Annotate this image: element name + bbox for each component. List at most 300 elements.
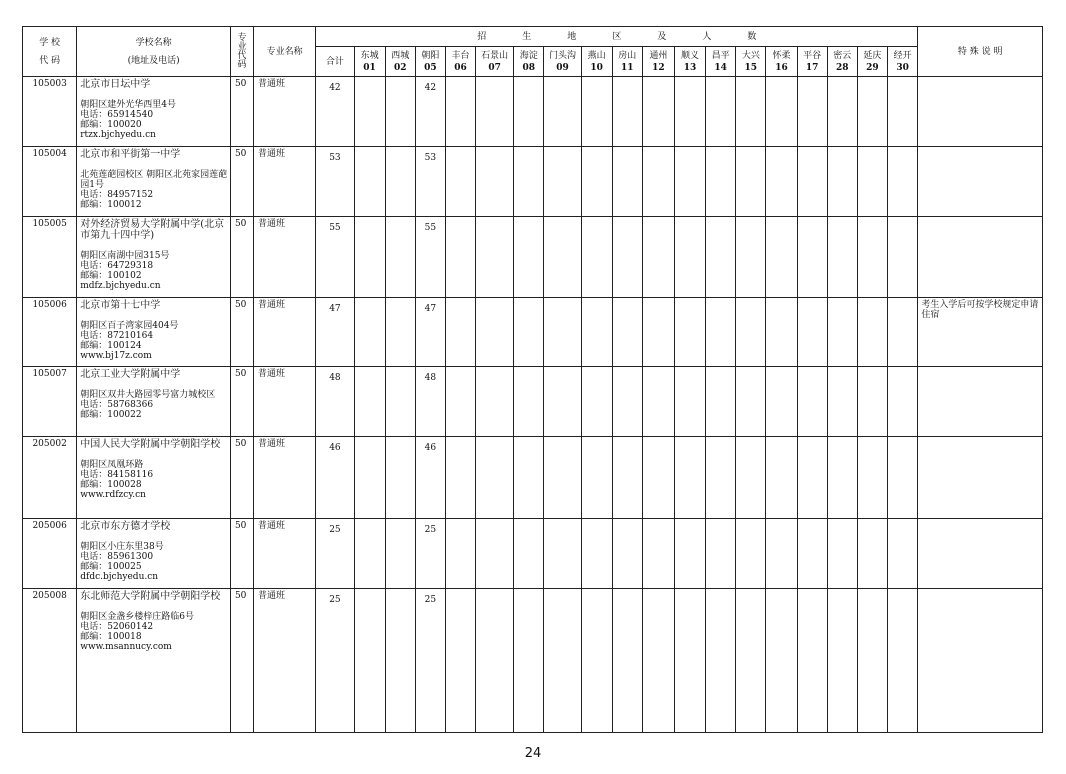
total-cell: 53 [316,147,354,217]
school-info-cell [77,77,231,147]
major-name-cell: 普通班 [254,367,316,437]
total-cell: 47 [316,298,354,367]
header-school-name-line1: 学校名称 [135,37,172,48]
region-code: 17 [805,62,819,73]
region-count-cell [797,437,827,519]
major-code-cell: 50 [230,77,253,147]
region-code: 01 [363,62,376,73]
region-code: 29 [866,62,879,73]
school-address-line: 朝阳区金盏乡楼梓庄路临6号 [80,612,194,622]
major-code-cell: 50 [230,298,253,367]
school-address-line: 朝阳区建外光华西里4号 [80,100,176,110]
school-name: 中国人民大学附属中学朝阳学校 [80,439,221,450]
region-count-cell [797,217,827,298]
region-count-cell [736,367,766,437]
table-row [23,77,1043,147]
total-cell: 48 [316,367,354,437]
table-row [23,298,1043,367]
region-name: 燕山 [587,50,606,61]
school-address-line: 电话：84158116 [80,470,154,480]
region-count-cell [476,298,514,367]
region-count-cell [766,77,797,147]
remarks-cell [918,437,1043,519]
school-address-line: 邮编：100025 [80,562,142,572]
page-number: 24 [524,746,542,761]
school-info-cell [77,298,231,367]
region-count-cell [887,77,917,147]
region-count-cell [385,519,415,589]
header-major-name-text: 专业名称 [266,46,303,57]
region-count-cell [736,298,766,367]
region-count-cell [581,147,612,217]
header-region-15 [736,47,766,77]
header-region-13 [674,47,705,77]
major-name-cell: 普通班 [254,217,316,298]
region-count-cell [612,298,642,367]
header-total [316,47,354,77]
region-count-cell [544,519,581,589]
region-code: 14 [714,62,727,73]
region-count-cell [706,298,736,367]
region-count-cell [766,437,797,519]
region-code: 08 [522,62,536,73]
school-info-cell [77,519,231,589]
table-header [23,27,1043,77]
region-count-cell [476,519,514,589]
region-count-cell [385,298,415,367]
region-count-cell [642,519,674,589]
region-title-char: 数 [747,31,757,42]
region-count-cell: 25 [415,519,445,589]
school-info-cell [77,147,231,217]
region-name: 石景山 [481,50,509,61]
region-count-cell [612,367,642,437]
table-row [23,217,1043,298]
region-count-cell [385,589,415,733]
region-count-cell [544,298,581,367]
school-address-line: www.bj17z.com [80,351,152,361]
region-title-char: 人 [702,31,712,42]
school-name: 北京工业大学附属中学 [80,369,181,380]
region-count-cell [736,437,766,519]
region-count-cell [514,217,544,298]
region-name: 大兴 [741,50,760,61]
region-count-cell [354,77,385,147]
spacer [80,602,228,612]
region-count-cell [544,589,581,733]
region-count-cell [766,589,797,733]
region-count-cell [445,437,475,519]
header-region-16 [766,47,797,77]
major-code-cell: 50 [230,519,253,589]
region-name: 门头沟 [548,50,576,61]
header-school-name [77,27,231,77]
region-count-cell [797,589,827,733]
major-name-cell: 普通班 [254,147,316,217]
region-count-cell [642,77,674,147]
school-code-cell: 105007 [23,367,77,437]
major-name-cell: 普通班 [254,589,316,733]
header-region-30 [887,47,917,77]
region-title-char: 生 [522,31,532,42]
region-code: 15 [744,62,758,73]
table-body [23,77,1043,733]
region-count-cell [354,217,385,298]
region-code: 02 [393,62,407,73]
school-info-cell [77,437,231,519]
region-count-cell [797,298,827,367]
school-info-cell [77,367,231,437]
region-name: 房山 [618,50,637,61]
region-count-cell [797,367,827,437]
major-name-cell: 普通班 [254,77,316,147]
region-count-cell: 53 [415,147,445,217]
region-count-cell [445,367,475,437]
region-count-cell [706,437,736,519]
region-code: 09 [556,62,569,73]
remarks-cell [918,147,1043,217]
school-address-line: 朝阳区小庄东里38号 [80,542,164,552]
school-address-line: 北苑莲葩园校区 朝阳区北苑家园莲葩园1号 [80,170,228,190]
region-count-cell [887,147,917,217]
region-count-cell [514,367,544,437]
region-count-cell [544,77,581,147]
school-name: 北京市日坛中学 [80,79,151,90]
school-address-line: 邮编：100102 [80,271,142,281]
school-address-line: 电话：64729318 [80,261,154,271]
region-count-cell [887,298,917,367]
region-count-cell [445,77,475,147]
region-count-cell [736,147,766,217]
header-region-08 [514,47,544,77]
region-count-cell [385,77,415,147]
school-code-cell: 205002 [23,437,77,519]
region-count-cell [445,147,475,217]
total-cell: 46 [316,437,354,519]
region-count-cell [857,589,887,733]
region-count-cell [544,437,581,519]
region-count-cell [612,519,642,589]
school-address-line: 朝阳区百子湾家园404号 [80,321,179,331]
region-count-cell [445,519,475,589]
region-count-cell [674,77,705,147]
region-count-cell [544,367,581,437]
region-count-cell [706,519,736,589]
region-count-cell [612,147,642,217]
total-cell: 55 [316,217,354,298]
major-name-cell: 普通班 [254,437,316,519]
header-region-09 [544,47,581,77]
region-code: 16 [775,62,788,73]
region-count-cell [642,437,674,519]
region-code: 07 [488,62,501,73]
region-count-cell [827,367,857,437]
region-count-cell [736,519,766,589]
region-count-cell [887,437,917,519]
region-count-cell: 46 [415,437,445,519]
region-count-cell [544,147,581,217]
region-count-cell [797,77,827,147]
region-name: 丰台 [451,50,470,61]
school-address-line: www.msannucy.com [80,642,172,652]
region-count-cell [445,589,475,733]
region-count-cell [827,519,857,589]
region-count-cell [827,298,857,367]
school-name: 北京市第十七中学 [80,300,161,311]
table-row [23,437,1043,519]
header-region-02 [385,47,415,77]
school-address-line: mdfz.bjchyedu.cn [80,281,161,291]
remarks-cell [918,519,1043,589]
header-region-07 [476,47,514,77]
header-major-code [230,27,253,77]
school-code-cell: 105003 [23,77,77,147]
remarks-cell [918,77,1043,147]
region-count-cell: 25 [415,589,445,733]
school-address-line: 邮编：100020 [80,120,142,130]
region-count-cell [476,217,514,298]
region-count-cell [476,367,514,437]
region-count-cell [581,77,612,147]
region-count-cell [514,147,544,217]
region-count-cell [385,367,415,437]
region-name: 平谷 [803,50,822,61]
region-title-char: 及 [657,31,667,42]
region-count-cell [581,519,612,589]
region-name: 经开 [893,50,912,61]
region-count-cell [476,147,514,217]
region-count-cell [514,519,544,589]
region-count-cell [612,589,642,733]
school-code-cell: 205006 [23,519,77,589]
region-count-cell [887,589,917,733]
region-count-cell [581,437,612,519]
region-count-cell [674,437,705,519]
region-count-cell [887,519,917,589]
header-region-05 [415,47,445,77]
header-remarks-text: 特 殊 说 明 [957,46,1003,57]
region-count-cell [706,77,736,147]
region-count-cell [857,519,887,589]
major-name-cell: 普通班 [254,519,316,589]
region-count-cell [857,217,887,298]
region-name: 密云 [833,50,852,61]
spacer [80,380,228,390]
school-address-line: www.rdfzcy.cn [80,490,146,500]
region-count-cell [706,589,736,733]
region-count-cell [766,367,797,437]
header-region-title [316,27,918,47]
spacer [80,532,228,542]
table-row [23,519,1043,589]
region-count-cell [736,217,766,298]
region-count-cell [674,367,705,437]
region-count-cell [857,77,887,147]
table-row [23,589,1043,733]
school-code-cell: 105004 [23,147,77,217]
spacer [80,241,228,251]
region-count-cell [514,77,544,147]
school-name: 北京市东方德才学校 [80,521,171,532]
school-address-line: 朝阳区凤凰环路 [80,460,144,470]
school-address-line: 电话：52060142 [80,622,154,632]
major-code-cell: 50 [230,217,253,298]
school-code-cell: 105006 [23,298,77,367]
region-name: 怀柔 [772,50,791,61]
region-count-cell [385,147,415,217]
region-count-cell [354,437,385,519]
region-name: 延庆 [863,50,882,61]
region-count-cell [354,298,385,367]
region-count-cell [797,519,827,589]
region-count-cell [827,217,857,298]
region-count-cell: 55 [415,217,445,298]
school-address-line: 电话：65914540 [80,110,154,120]
region-count-cell: 48 [415,367,445,437]
region-name: 海淀 [519,50,538,61]
header-region-11 [612,47,642,77]
region-count-cell [674,217,705,298]
region-count-cell [642,147,674,217]
enrollment-table [22,26,1043,733]
header-region-12 [642,47,674,77]
region-count-cell [827,77,857,147]
region-name: 西城 [391,50,410,61]
region-count-cell [514,437,544,519]
region-code: 28 [835,62,849,73]
header-school-name-line2: (地址及电话) [127,55,180,66]
school-address-line: 邮编：100022 [80,410,142,420]
header-total-text: 合计 [325,56,344,67]
school-code-cell: 105005 [23,217,77,298]
region-count-cell [612,217,642,298]
region-count-cell [766,298,797,367]
region-count-cell [544,217,581,298]
region-name: 昌平 [711,50,730,61]
region-count-cell [354,589,385,733]
remarks-cell [918,217,1043,298]
region-count-cell [445,217,475,298]
school-info-cell [77,217,231,298]
school-address-line: 邮编：100018 [80,632,142,642]
region-count-cell [857,437,887,519]
major-code-cell: 50 [230,367,253,437]
spacer [80,450,228,460]
region-count-cell [642,367,674,437]
region-count-cell [581,589,612,733]
school-address-line: 邮编：100028 [80,480,142,490]
region-count-cell [642,298,674,367]
region-count-cell [354,519,385,589]
region-count-cell [857,298,887,367]
region-count-cell [354,367,385,437]
school-address-line: 电话：85961300 [80,552,154,562]
major-name-cell: 普通班 [254,298,316,367]
header-region-28 [827,47,857,77]
region-count-cell [674,519,705,589]
region-count-cell [674,147,705,217]
header-region-06 [445,47,475,77]
school-name: 东北师范大学附属中学朝阳学校 [80,591,221,602]
region-count-cell [642,217,674,298]
school-address-line: 邮编：100124 [80,341,142,351]
school-address-line: 电话：87210164 [80,331,154,341]
region-count-cell [642,589,674,733]
region-count-cell [706,217,736,298]
region-code: 30 [896,62,909,73]
region-count-cell [476,589,514,733]
region-count-cell [797,147,827,217]
region-count-cell [445,298,475,367]
school-code-cell: 205008 [23,589,77,733]
school-address-line: 朝阳区双井大路园零号富力城校区 [80,390,216,400]
header-region-29 [857,47,887,77]
region-count-cell [736,77,766,147]
region-count-cell [581,298,612,367]
header-region-17 [797,47,827,77]
region-count-cell [706,367,736,437]
total-cell: 25 [316,589,354,733]
region-title-char: 地 [567,31,577,42]
region-count-cell [766,519,797,589]
region-name: 东城 [360,50,379,61]
school-info-cell [77,589,231,733]
school-address-line: 电话：58768366 [80,400,154,410]
region-count-cell [674,298,705,367]
region-count-cell [857,147,887,217]
header-major-name [254,27,316,77]
spacer [80,90,228,100]
table-row [23,147,1043,217]
table-row [23,367,1043,437]
total-cell: 42 [316,77,354,147]
region-count-cell [827,147,857,217]
region-count-cell [581,367,612,437]
region-code: 12 [652,62,665,73]
region-count-cell [706,147,736,217]
region-count-cell [476,77,514,147]
region-code: 10 [590,62,603,73]
region-title-char: 招 [477,31,487,42]
region-name: 顺义 [681,50,700,61]
remarks-cell [918,367,1043,437]
region-code: 13 [683,62,697,73]
header-region-01 [354,47,385,77]
remarks-cell [918,589,1043,733]
school-address-line: rtzx.bjchyedu.cn [80,130,156,140]
region-count-cell: 42 [415,77,445,147]
region-count-cell [514,589,544,733]
region-code: 11 [620,62,634,73]
region-count-cell [766,147,797,217]
school-address-line: 朝阳区南湖中园315号 [80,251,170,261]
region-count-cell [857,367,887,437]
header-school-code-line1: 学 校 [39,37,61,48]
spacer [80,160,228,170]
region-name: 朝阳 [421,50,440,61]
region-count-cell [736,589,766,733]
region-code: 06 [454,62,467,73]
region-count-cell [514,298,544,367]
region-count-cell [887,217,917,298]
school-name: 对外经济贸易大学附属中学(北京市第九十四中学) [80,219,225,241]
region-title-char: 区 [612,31,622,42]
header-major-code-text: 专业代码 [237,32,247,70]
region-count-cell [612,77,642,147]
header-school-code [23,27,77,77]
school-address-line: 邮编：100012 [80,200,142,210]
school-name: 北京市和平街第一中学 [80,149,181,160]
